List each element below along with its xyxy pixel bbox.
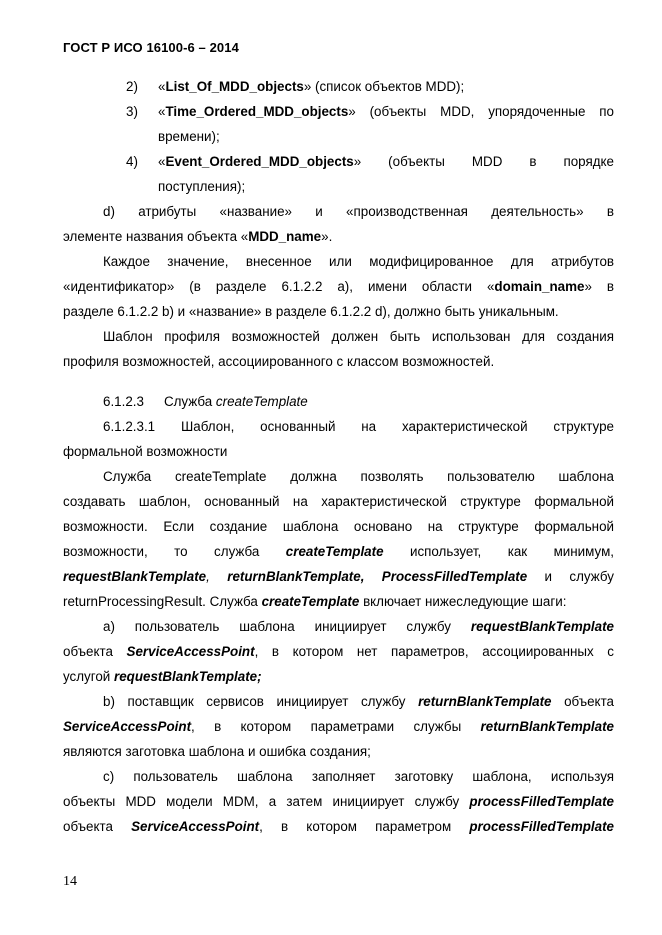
paragraph-service-line: returnProcessingResult. Служба createTemplate включает нижеследующие шаги: bbox=[63, 594, 567, 609]
paragraph-template-line: Шаблон профиля возможностей должен быть использован для создания bbox=[103, 329, 614, 344]
paragraph-service-line: requestBlankTemplate, returnBlankTemplate, ProcessFilledTemplate и службу bbox=[63, 569, 614, 584]
list-item-time-ordered: «Time_Ordered_MDD_objects» (объекты MDD, упорядоченные по bbox=[158, 104, 614, 119]
list-item-number: 2) bbox=[126, 79, 138, 94]
paragraph-unique-line: разделе 6.1.2.2 b) и «название» в разделе 6.1.2.2 d), должно быть уникальным. bbox=[63, 304, 559, 319]
page-number: 14 bbox=[63, 874, 77, 889]
step-a-line: услугой requestBlankTemplate; bbox=[63, 669, 262, 684]
paragraph-unique-line: Каждое значение, внесенное или модифицированное для атрибутов bbox=[103, 254, 614, 269]
step-c-line: объекты MDD модели MDM, а затем инициирует службу processFilledTemplate bbox=[63, 794, 614, 809]
document-header: ГОСТ Р ИСО 16100-6 – 2014 bbox=[63, 40, 239, 55]
step-c-line: c) пользователь шаблона заполняет заготовку шаблона, используя bbox=[103, 769, 614, 784]
section-heading: 6.1.2.3 Служба createTemplate bbox=[103, 394, 308, 409]
list-item-event-ordered-cont: поступления); bbox=[158, 179, 246, 194]
paragraph-service-line: возможности, то служба createTemplate использует, как минимум, bbox=[63, 544, 614, 559]
list-item-event-ordered: «Event_Ordered_MDD_objects» (объекты MDD в порядке bbox=[158, 154, 614, 169]
step-b-line: ServiceAccessPoint, в котором параметрами службы returnBlankTemplate bbox=[63, 719, 614, 734]
list-item-number: 3) bbox=[126, 104, 138, 119]
step-b-line: являются заготовка шаблона и ошибка создания; bbox=[63, 744, 371, 759]
step-c-line: объекта ServiceAccessPoint, в котором параметром processFilledTemplate bbox=[63, 819, 614, 834]
step-b-line: b) поставщик сервисов инициирует службу returnBlankTemplate объекта bbox=[103, 694, 614, 709]
subsection-heading: 6.1.2.3.1 Шаблон, основанный на характеристической структуре bbox=[103, 419, 614, 434]
paragraph-service-line: возможности. Если создание шаблона основано на структуре формальной bbox=[63, 519, 614, 534]
subsection-heading-cont: формальной возможности bbox=[63, 444, 228, 459]
paragraph-unique-line: «идентификатор» (в разделе 6.1.2.2 a), имени области «domain_name» в bbox=[63, 279, 614, 294]
step-a-line: объекта ServiceAccessPoint, в котором нет параметров, ассоциированных с bbox=[63, 644, 615, 659]
paragraph-service-line: Служба createTemplate должна позволять пользователю шаблона bbox=[103, 469, 614, 484]
paragraph-d-line: элементе названия объекта «MDD_name». bbox=[63, 229, 333, 244]
list-item-list-of-mdd-objects: «List_Of_MDD_objects» (список объектов MDD); bbox=[158, 79, 465, 94]
paragraph-template-line: профиля возможностей, ассоциированного с классом возможностей. bbox=[63, 354, 495, 369]
step-a-line: а) пользователь шаблона инициирует службу requestBlankTemplate bbox=[103, 619, 614, 634]
paragraph-service-line: создавать шаблон, основанный на характеристической структуре формальной bbox=[63, 494, 614, 509]
paragraph-d-line: d) атрибуты «название» и «производственная деятельность» в bbox=[103, 204, 614, 219]
list-item-time-ordered-cont: времени); bbox=[158, 129, 220, 144]
list-item-number: 4) bbox=[126, 154, 138, 169]
